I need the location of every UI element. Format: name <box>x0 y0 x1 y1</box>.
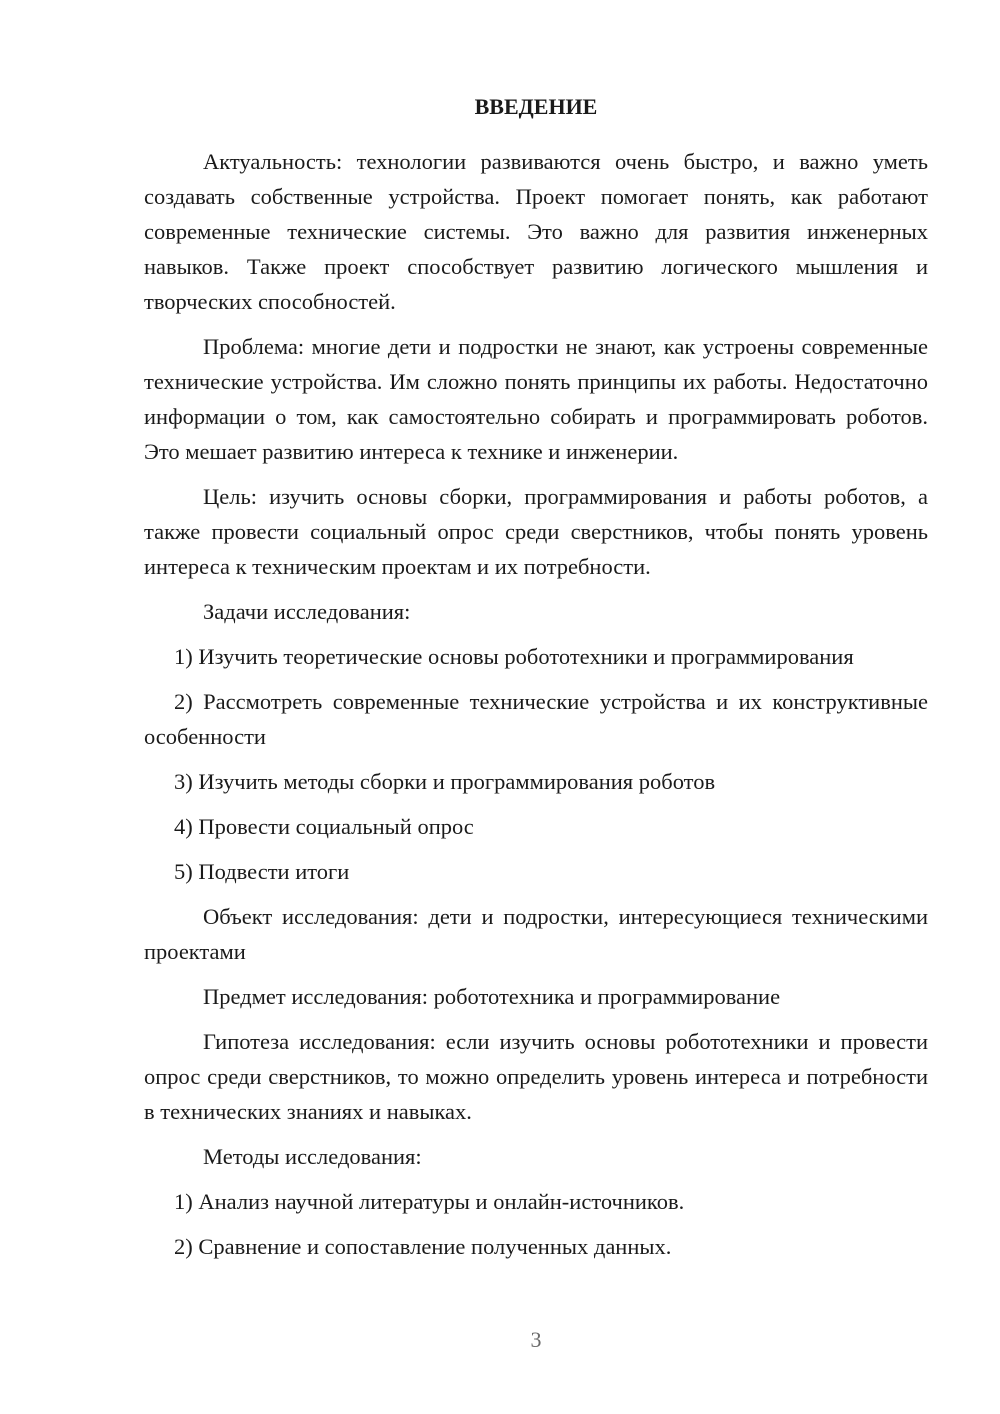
task-item: 5) Подвести итоги <box>174 859 350 884</box>
hypothesis-paragraph: Гипотеза исследования: если изучить основы робототехники и провести опрос среди сверстников, то можно определить уровень интереса и потребности в технических знаниях и навыках. <box>144 1029 928 1124</box>
task-item: 1) Изучить теоретические основы робототехники и программирования <box>174 644 854 669</box>
goal-paragraph: Цель: изучить основы сборки, программирования и работы роботов, а также провести социальный опрос среди сверстников, чтобы понять уровень интереса к техническим проектам и их потребности. <box>144 484 928 579</box>
problem-paragraph: Проблема: многие дети и подростки не знают, как устроены современные технические устройства. Им сложно понять принципы их работы. Недостаточно информации о том, как самостоятельно собирать и программировать роботов. Это мешает развитию интереса к технике и инженерии. <box>144 334 928 464</box>
method-item: 1) Анализ научной литературы и онлайн-источников. <box>174 1189 685 1214</box>
subject-paragraph: Предмет исследования: робототехника и программирование <box>203 984 781 1009</box>
relevance-paragraph: Актуальность: технологии развиваются очень быстро, и важно уметь создавать собственные устройства. Проект помогает понять, как работают современные технические системы. Это важно для развития инженерных навыков. Также проект способствует развитию логического мышления и творческих способностей. <box>144 149 928 314</box>
task-item: 2) Рассмотреть современные технические устройства и их конструктивные особенности <box>144 689 928 749</box>
section-heading: ВВЕДЕНИЕ <box>474 94 598 119</box>
object-paragraph: Объект исследования: дети и подростки, интересующиеся техническими проектами <box>144 904 928 964</box>
page-number: 3 <box>530 1327 542 1352</box>
document-page <box>144 92 928 1274</box>
task-item: 3) Изучить методы сборки и программирования роботов <box>174 769 716 794</box>
tasks-heading: Задачи исследования: <box>203 599 411 624</box>
methods-heading: Методы исследования: <box>203 1144 422 1169</box>
method-item: 2) Сравнение и сопоставление полученных данных. <box>174 1234 672 1259</box>
task-item: 4) Провести социальный опрос <box>174 814 474 839</box>
